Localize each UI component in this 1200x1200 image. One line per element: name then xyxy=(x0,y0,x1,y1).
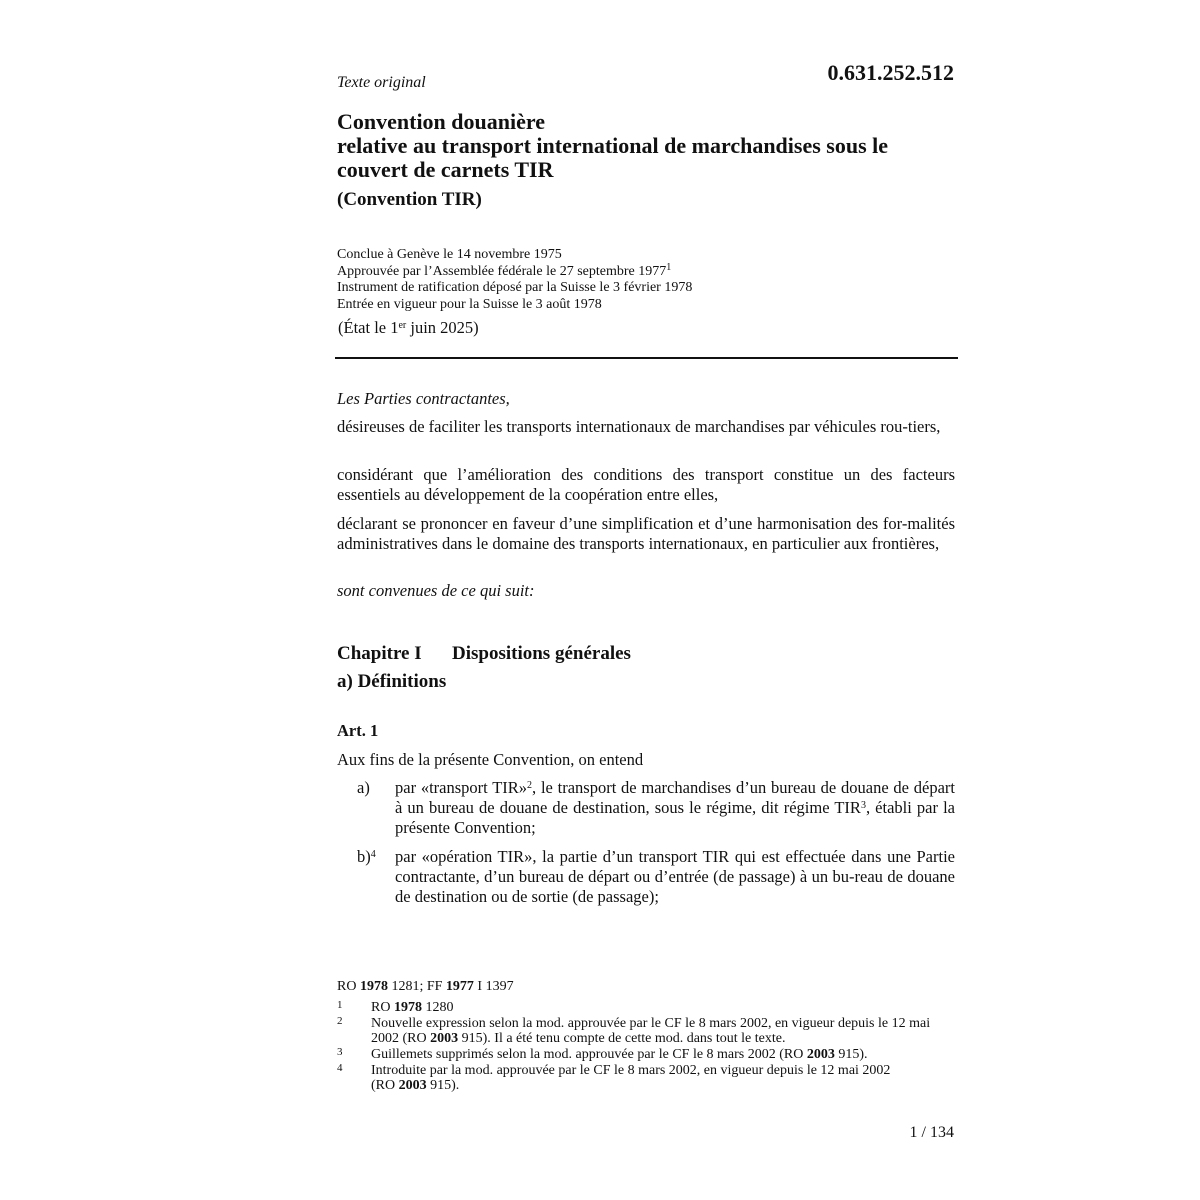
footnote: 2 Nouvelle expression selon la mod. approuvée par le CF le 8 mars 2002, en vigueur depuis le 12 mai 2002 (RO 2003 915). Il a été tenu compte de cette mod. dans tout le texte. xyxy=(337,1015,931,1046)
title-line-2: relative au transport international de marchandises sous le couvert de carnets TIR xyxy=(337,133,889,182)
list-item xyxy=(357,847,955,907)
short-title: (Convention TIR) xyxy=(337,189,482,210)
page-number: 1 / 134 xyxy=(909,1124,954,1141)
document-title xyxy=(337,110,977,182)
footnote-ref[interactable]: 2 xyxy=(527,780,533,791)
preamble-paragraph-3: déclarant se prononcer en faveur d’une simplification et d’une harmonisation des for-malités administratives dans le domaine des transports internationaux, en particulier aux frontières, xyxy=(337,514,955,553)
footnote: 3 Guillemets supprimés selon la mod. approuvée par le CF le 8 mars 2002 (RO 2003 915). xyxy=(337,1046,868,1062)
preamble-parties: Les Parties contractantes, xyxy=(337,389,510,408)
title-line-1: Convention douanière xyxy=(337,109,546,134)
chapter-title: Dispositions générales xyxy=(452,643,631,664)
entry-into-force-date: Entrée en vigueur pour la Suisse le 3 août 1978 xyxy=(337,296,602,312)
preamble-agreed: sont convenues de ce qui suit: xyxy=(337,581,535,600)
article-heading: Art. 1 xyxy=(337,721,379,740)
list-item xyxy=(357,778,955,838)
chapter-heading xyxy=(337,643,631,665)
list-item-label: a) xyxy=(357,778,370,797)
concluded-date: Conclue à Genève le 14 novembre 1975 xyxy=(337,247,562,262)
approval-date: Approuvée par l’Assemblée fédérale le 27 septembre 1977$^1$ xyxy=(337,261,672,279)
footnote-number: 4 xyxy=(337,1062,343,1074)
footnote-number: 1 xyxy=(337,999,343,1011)
list-item-text: par «opération TIR», la partie d’un transport TIR qui est effectuée dans une Partie contractante, d’un bureau de départ ou d’entrée (de passage) à un bu-reau de douane de destination ou de sortie (de passage); xyxy=(395,847,955,906)
footnote: 1 RO 1978 1280 xyxy=(337,999,454,1015)
footnote-number: 3 xyxy=(337,1046,343,1058)
footnote-ref[interactable]: 4 xyxy=(370,849,376,860)
source-citation: RO 1978 1281; FF 1977 I 1397 xyxy=(337,979,514,994)
list-item-label: b)$^4$ xyxy=(357,847,376,866)
header-divider xyxy=(335,357,958,359)
ratification-date: Instrument de ratification déposé par la Suisse le 3 février 1978 xyxy=(337,280,693,295)
footnote: 4 Introduite par la mod. approuvée par le CF le 8 mars 2002, en vigueur depuis le 12 mai 2002 (RO 2003 915). xyxy=(337,1062,891,1093)
footnote-ref[interactable]: 3 xyxy=(860,800,866,811)
preamble-paragraph-2: considérant que l’amélioration des conditions des transport constitue un des facteurs essentiels au développement de la coopération entre elles, xyxy=(337,465,955,504)
footnote-number: 2 xyxy=(337,1015,343,1027)
document-metadata xyxy=(337,247,692,313)
preamble-paragraph-1: désireuses de faciliter les transports internationaux de marchandises par véhicules rou-tiers, xyxy=(337,417,941,436)
list-item-text: par «transport TIR»$^2$, le transport de marchandises d’un bureau de douane de départ à un bureau de douane de destination, sous le régime, dit régime TIR$^3$, établi par la présente Convention; xyxy=(395,778,955,837)
article-intro: Aux fins de la présente Convention, on entend xyxy=(337,750,644,769)
chapter-number: Chapitre I xyxy=(337,643,422,664)
original-text-label: Texte original xyxy=(337,74,426,91)
version-state: (État le 1er juin 2025) xyxy=(338,318,479,337)
document-reference-number: 0.631.252.512 xyxy=(827,60,954,85)
section-heading: a) Définitions xyxy=(337,671,447,692)
footnote-ref[interactable]: 1 xyxy=(666,261,672,273)
